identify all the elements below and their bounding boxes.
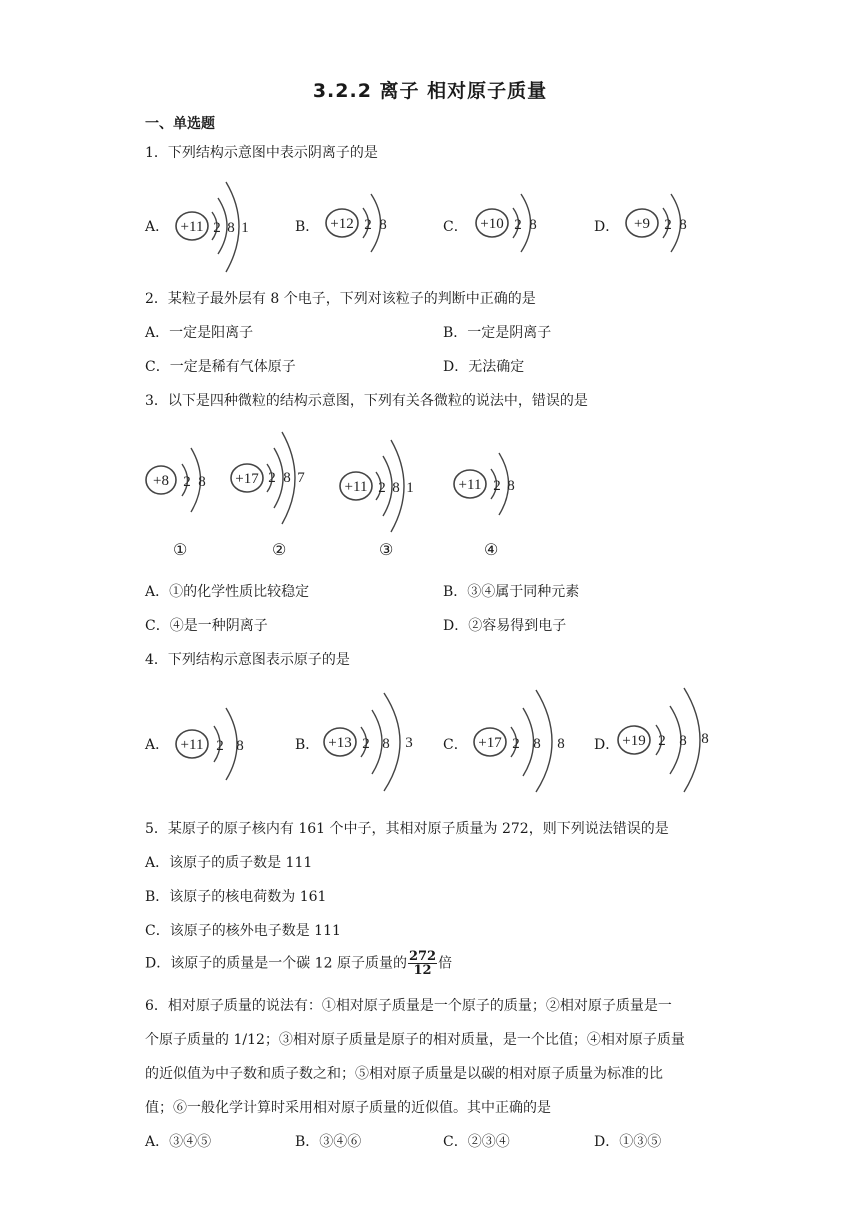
shell-electrons: 8	[227, 220, 235, 236]
page-title: 3.2.2 离子 相对原子质量	[312, 80, 548, 102]
shell-electrons: 2	[362, 736, 370, 752]
question-4-stem: 4．下列结构示意图表示原子的是	[145, 652, 350, 668]
shell-electrons: 8	[198, 474, 206, 490]
q1-option-a-diagram[interactable]	[170, 176, 260, 276]
q1-option-b-label[interactable]: B．	[295, 219, 320, 235]
q3-figure-3	[338, 436, 428, 536]
shell-electrons: 2	[658, 733, 666, 749]
q2-option-c[interactable]: C．一定是稀有气体原子	[145, 359, 296, 375]
q4-option-b-label[interactable]: B．	[295, 737, 320, 753]
q3-option-a[interactable]: A．①的化学性质比较稳定	[145, 584, 310, 600]
q5-option-d-prefix: D．该原子的质量是一个碳 12 原子质量的	[145, 955, 407, 972]
nucleus-charge: +17	[235, 471, 259, 487]
shell-electrons: 2	[268, 470, 276, 486]
nucleus-charge: +11	[458, 477, 482, 493]
q5-option-d-suffix: 倍	[438, 955, 453, 972]
q3-figure-1-label: ①	[173, 540, 188, 559]
q4-option-d-label[interactable]: D．	[594, 737, 620, 753]
q4-option-d-diagram[interactable]	[616, 688, 716, 794]
q3-figure-2-label: ②	[272, 540, 287, 559]
shell-electrons: 2	[664, 217, 672, 233]
shell-electrons: 8	[392, 480, 400, 496]
q3-option-c[interactable]: C．④是一种阴离子	[145, 618, 268, 634]
q2-option-b[interactable]: B．一定是阴离子	[443, 325, 552, 341]
q4-option-c-label[interactable]: C．	[443, 737, 468, 753]
shell-electrons: 2	[213, 220, 221, 236]
shell-electrons: 8	[507, 478, 515, 494]
q1-option-c-label[interactable]: C．	[443, 219, 468, 235]
shell-electrons: 1	[406, 480, 414, 496]
shell-electrons: 8	[679, 217, 687, 233]
shell-electrons: 8	[382, 736, 390, 752]
nucleus-charge: +11	[344, 479, 368, 495]
question-6-line-1: 6．相对原子质量的说法有：①相对原子质量是一个原子的质量；②相对原子质量是一	[145, 998, 672, 1014]
q6-option-d[interactable]: D．①③⑤	[594, 1134, 662, 1150]
q3-option-b[interactable]: B．③④属于同种元素	[443, 584, 580, 600]
shell-electrons: 8	[701, 731, 709, 747]
q3-option-d[interactable]: D．②容易得到电子	[443, 618, 567, 634]
q2-option-d[interactable]: D．无法确定	[443, 359, 525, 375]
question-2-stem: 2．某粒子最外层有 8 个电子，下列对该粒子的判断中正确的是	[145, 291, 536, 307]
q1-option-d-label[interactable]: D．	[594, 219, 620, 235]
nucleus-charge: +11	[180, 219, 204, 235]
nucleus-charge: +9	[634, 216, 650, 232]
q3-figure-4-label: ④	[484, 540, 499, 559]
shell-electrons: 1	[241, 220, 249, 236]
q1-option-c-diagram[interactable]	[470, 188, 550, 258]
q5-option-d[interactable]	[145, 950, 452, 977]
fraction	[408, 950, 437, 977]
shell-electrons: 2	[364, 217, 372, 233]
q5-option-b[interactable]: B．该原子的核电荷数为 161	[145, 889, 327, 905]
section-heading: 一、单选题	[145, 116, 215, 132]
question-6-line-3: 的近似值为中子数和质子数之和；⑤相对原子质量是以碳的相对原子质量为标准的比	[145, 1066, 663, 1082]
question-1-stem: 1．下列结构示意图中表示阴离子的是	[145, 145, 378, 161]
shell-electrons: 2	[514, 217, 522, 233]
q1-option-d-diagram[interactable]	[620, 188, 700, 258]
shell-electrons: 2	[216, 738, 224, 754]
q3-figure-1	[145, 442, 225, 518]
shell-electrons: 2	[183, 474, 191, 490]
question-6-line-4: 值；⑥一般化学计算时采用相对原子质量的近似值。其中正确的是	[145, 1100, 551, 1116]
shell-electrons: 3	[405, 735, 413, 751]
q4-option-c-diagram[interactable]	[470, 688, 570, 794]
q5-option-a[interactable]: A．该原子的质子数是 111	[145, 855, 313, 871]
shell-electrons: 8	[529, 217, 537, 233]
q4-option-a-label[interactable]: A．	[145, 737, 170, 753]
nucleus-charge: +13	[328, 735, 352, 751]
nucleus-charge: +11	[180, 737, 204, 753]
q1-option-a-label[interactable]: A．	[145, 219, 170, 235]
shell-electrons: 2	[378, 480, 386, 496]
shell-electrons: 8	[679, 733, 687, 749]
fraction-denominator: 12	[413, 963, 432, 978]
q6-option-c[interactable]: C．②③④	[443, 1134, 510, 1150]
question-3-stem: 3．以下是四种微粒的结构示意图，下列有关各微粒的说法中，错误的是	[145, 393, 588, 409]
nucleus-charge: +10	[480, 216, 504, 232]
q3-figure-4	[452, 448, 532, 524]
shell-electrons: 8	[379, 217, 387, 233]
shell-electrons: 2	[493, 478, 501, 494]
q2-option-a[interactable]: A．一定是阳离子	[145, 325, 254, 341]
nucleus-charge: +8	[153, 473, 169, 489]
q3-figure-2	[230, 428, 320, 528]
shell-electrons: 8	[283, 470, 291, 486]
nucleus-charge: +12	[330, 216, 354, 232]
shell-electrons: 7	[297, 470, 305, 486]
nucleus-charge: +19	[622, 733, 646, 749]
q3-figure-3-label: ③	[379, 540, 394, 559]
fraction-numerator: 272	[408, 949, 437, 964]
q6-option-b[interactable]: B．③④⑥	[295, 1134, 362, 1150]
shell-electrons: 8	[557, 736, 565, 752]
q6-option-a[interactable]: A．③④⑤	[145, 1134, 212, 1150]
q4-option-b-diagram[interactable]	[320, 690, 420, 794]
shell-electrons: 8	[533, 736, 541, 752]
q1-option-b-diagram[interactable]	[320, 188, 400, 258]
question-5-stem: 5．某原子的原子核内有 161 个中子，其相对原子质量为 272，则下列说法错误的是	[145, 821, 669, 837]
q4-option-a-diagram[interactable]	[172, 704, 252, 784]
q5-option-c[interactable]: C．该原子的核外电子数是 111	[145, 923, 341, 939]
question-6-line-2: 个原子质量的 1/12；③相对原子质量是原子的相对质量，是一个比值；④相对原子质量	[145, 1032, 685, 1048]
shell-electrons: 8	[236, 738, 244, 754]
nucleus-charge: +17	[478, 735, 502, 751]
shell-electrons: 2	[512, 736, 520, 752]
